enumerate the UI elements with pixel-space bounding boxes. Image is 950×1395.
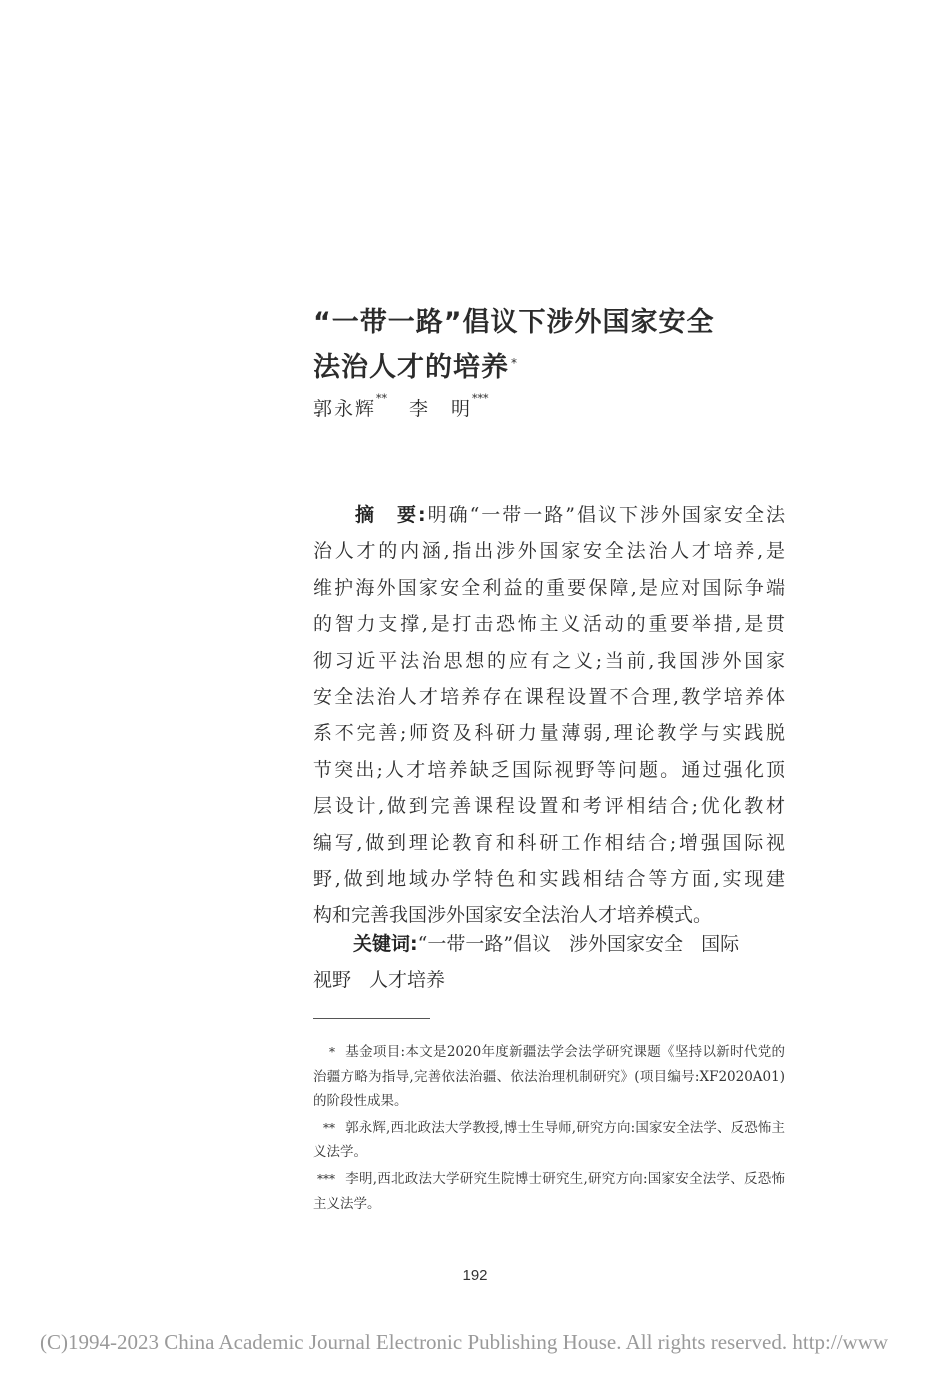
footnote-divider <box>313 1018 430 1019</box>
keyword: 人才培养 <box>369 969 446 991</box>
author-list <box>313 394 489 421</box>
abstract-line: 构和完善我国涉外国家安全法治人才培养模式。 <box>313 904 713 927</box>
footnote-text: 李明,西北政法大学研究生院博士研究生,研究方向:国家安全法学、反恐怖主义法学。 <box>313 1170 785 1212</box>
footnotes <box>313 1040 785 1218</box>
abstract-line: 系不完善;师资及科研力量薄弱,理论教学与实践脱 <box>313 722 785 745</box>
abstract <box>313 497 785 934</box>
title-line-1: “一带一路”倡议下涉外国家安全 <box>313 307 715 338</box>
keywords-label: 关键词: <box>353 933 418 955</box>
footnote-mark: *** <box>317 1171 335 1186</box>
keyword: “一带一路”倡议 <box>417 933 552 955</box>
keyword: 涉外国家安全 <box>569 933 684 955</box>
abstract-label: 摘 要: <box>353 504 426 526</box>
author-name: 李 明 <box>409 398 473 420</box>
keyword: 视野 <box>313 969 352 991</box>
footnote-mark: ** <box>323 1120 335 1135</box>
abstract-line: 野,做到地域办学特色和实践相结合等方面,实现建 <box>313 868 785 891</box>
abstract-line: 维护海外国家安全利益的重要保障,是应对国际争端 <box>313 576 785 599</box>
footnote-text: 基金项目:本文是2020年度新疆法学会法学研究课题《坚持以新时代党的治疆方略为指导,完善依法治疆、依法治理机制研究》(项目编号:XF2020A01)的阶段性成果。 <box>313 1044 785 1110</box>
author-footnote-mark[interactable]: *** <box>472 392 489 405</box>
abstract-line: 的智力支撑,是打击恐怖主义活动的重要举措,是贯 <box>313 613 785 636</box>
footnote <box>313 1040 785 1114</box>
abstract-line: 编写,做到理论教育和科研工作相结合;增强国际视 <box>313 831 785 854</box>
abstract-line: 摘 要:明确“一带一路”倡议下涉外国家安全法 <box>353 504 785 526</box>
abstract-line: 层设计,做到完善课程设置和考评相结合;优化教材 <box>313 795 785 818</box>
abstract-line: 节突出;人才培养缺乏国际视野等问题。通过强化顶 <box>313 758 785 781</box>
abstract-line: 安全法治人才培养存在课程设置不合理,教学培养体 <box>313 686 785 709</box>
footnote <box>313 1167 785 1216</box>
author-footnote-mark[interactable]: ** <box>376 392 388 405</box>
footnote <box>313 1116 785 1165</box>
title-footnote-mark[interactable]: * <box>511 356 518 370</box>
footnote-mark: * <box>329 1045 335 1059</box>
keywords <box>313 926 785 998</box>
author-name: 郭永辉 <box>313 398 377 420</box>
paper-title <box>313 300 783 390</box>
abstract-line: 彻习近平法治思想的应有之义;当前,我国涉外国家 <box>313 649 785 672</box>
title-line-2: 法治人才的培养 <box>313 352 509 383</box>
page-number: 192 <box>462 1267 488 1284</box>
keyword: 国际 <box>701 933 740 955</box>
footnote-text: 郭永辉,西北政法大学教授,博士生导师,研究方向:国家安全法学、反恐怖主义法学。 <box>313 1119 785 1161</box>
abstract-line: 治人才的内涵,指出涉外国家安全法治人才培养,是 <box>313 540 785 563</box>
copyright-notice: (C)1994-2023 China Academic Journal Electronic Publishing House. All rights reserved. http://www <box>40 1330 889 1354</box>
